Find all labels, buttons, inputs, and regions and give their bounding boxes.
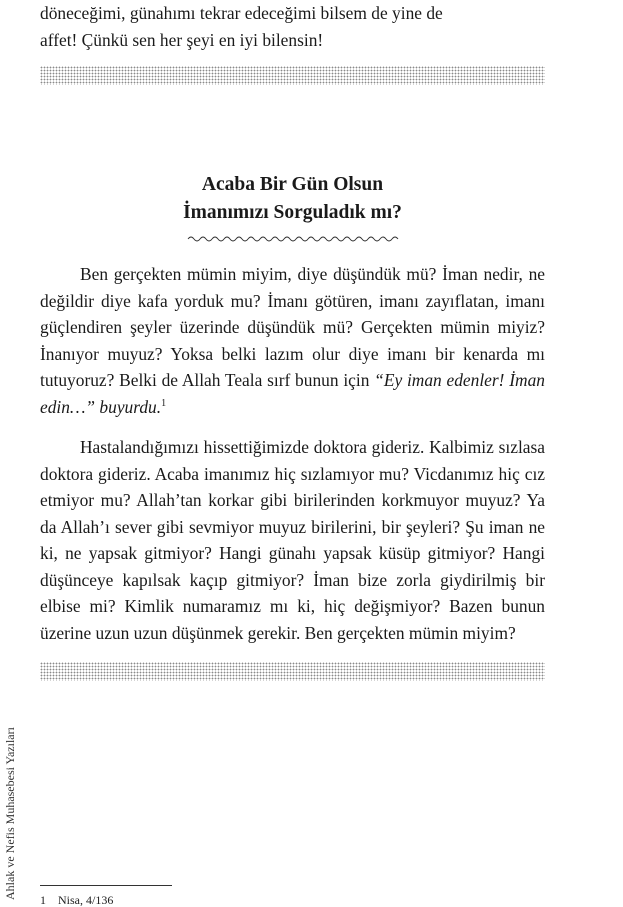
footnote-number: 1 bbox=[40, 893, 46, 907]
footnote-text: Nisa, 4/136 bbox=[58, 893, 114, 907]
continued-text bbox=[40, 0, 545, 53]
continued-text-line-1: döneceğimi, günahımı tekrar edeceğimi bilsem de yine de bbox=[40, 3, 443, 23]
section-title-line-2: İmanımızı Sorguladık mı? bbox=[183, 202, 402, 223]
section-title bbox=[40, 171, 545, 227]
section-divider-bottom bbox=[40, 662, 545, 681]
section-title-line-1: Acaba Bir Gün Olsun bbox=[201, 174, 384, 195]
paragraph-1-text: Ben gerçekten mümin miyim, diye düşündük mü? İman nedir, ne değildir diye kafa yorduk mu? İmanı götüren, imanı zayıflatan, imanı güçlendiren şeyler üzerinde düşündük mü? Gerçekten mümin miyiz? İnanıyor muyuz? Yoksa belki lazım olur diye imanı bir kenarda mı tutuyoruz? Belki de Allah Teala sırf bunun için bbox=[40, 264, 545, 390]
paragraph-2 bbox=[40, 434, 545, 646]
paragraph-1 bbox=[40, 261, 545, 420]
page-content bbox=[40, 0, 545, 681]
quran-quote: “Ey iman edenler! İman edin…” buyurdu. bbox=[40, 370, 545, 417]
footnote bbox=[40, 893, 113, 907]
running-title: Ahlak ve Nefis Muhasebesi Yazıları bbox=[3, 727, 17, 900]
footnote-rule bbox=[40, 885, 172, 886]
continued-text-line-2: affet! Çünkü sen her şeyi en iyi bilensin! bbox=[40, 29, 324, 50]
footnote-mark: 1 bbox=[161, 397, 167, 409]
section-divider-top bbox=[40, 66, 545, 85]
paragraph-2-text: Hastalandığımızı hissettiğimizde doktora gideriz. Kalbimiz sızlasa doktora gideriz. Acaba imanımız hiç sızlamıyor mu? Vicdanımız hiç cız etmiyor mu? Allah’tan korkar gibi birilerinden korkmuyor muyuz? Ya da Allah’ı sever gibi sevmiyor muyuz birilerini, bir şeyleri? Şu iman ne ki, ne yapsak gitmiyor? Hangi günahı yapsak küsüp gitmiyor? Hangi düşünceye kapılsak kaçıp gitmiyor? İman bize zorla giydirilmiş bir elbise mi? Kimlik numaramız mı ki, hiç değişmiyor? Bazen bunun üzerine uzun uzun düşünmek gerekir. Ben gerçekten mümin miyim? bbox=[40, 437, 545, 643]
title-ornament bbox=[187, 233, 399, 243]
